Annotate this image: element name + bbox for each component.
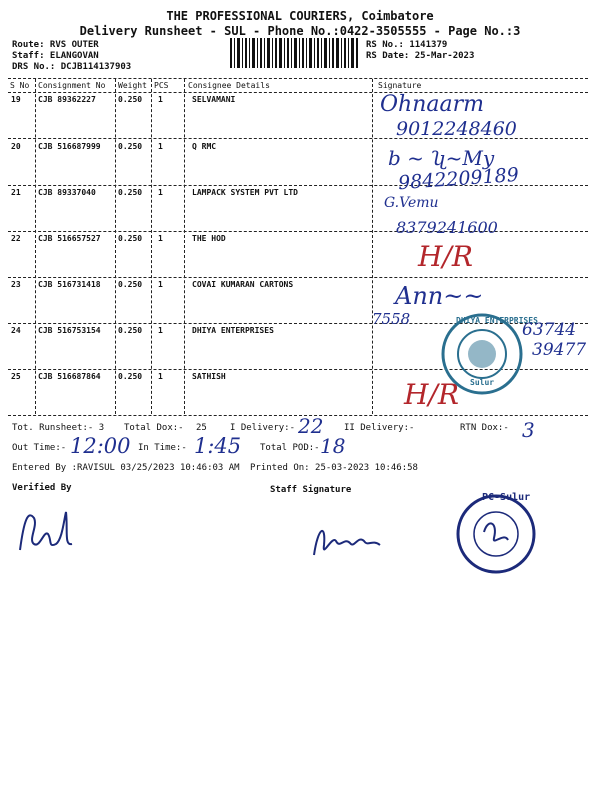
out-time-label: Out Time:- (12, 443, 67, 453)
handwritten-number-24b: 39477 (532, 340, 587, 360)
table-cell-cno: CJB 516657527 (38, 234, 101, 243)
rtn-dox-label: RTN Dox:- (460, 423, 509, 433)
staff-signature (310, 515, 390, 565)
i-delivery-label: I Delivery:- (230, 423, 296, 433)
table-cell-consignee: Q RMC (192, 142, 217, 151)
pc-sulur-stamp-icon (454, 492, 538, 576)
table-cell-weight: 0.250 (118, 372, 143, 381)
col-divider (35, 79, 36, 414)
table-cell-pcs: 1 (158, 95, 163, 104)
in-time-value: 1:45 (194, 434, 242, 458)
table-cell-cno: CJB 516753154 (38, 326, 101, 335)
route-label: Route: RVS OUTER (12, 40, 99, 50)
table-cell-cno: CJB 516687999 (38, 142, 101, 151)
staff-signature-label: Staff Signature (270, 485, 352, 495)
table-row-separator (8, 277, 588, 278)
total-pod-label: Total POD:- (260, 443, 320, 453)
table-cell-weight: 0.250 (118, 326, 143, 335)
handwritten-phone-23: 7558 (372, 310, 411, 328)
pc-sulur-stamp-text: PC-Sulur (482, 492, 531, 503)
handwritten-mark-22: H/R (418, 240, 473, 273)
table-cell-sno: 19 (11, 95, 21, 104)
col-divider (184, 79, 185, 414)
verified-by-label: Verified By (12, 483, 72, 493)
entered-by: Entered By :RAVISUL 03/25/2023 10:46:03 AM (12, 463, 240, 473)
table-cell-pcs: 1 (158, 142, 163, 151)
table-cell-weight: 0.250 (118, 142, 143, 151)
verified-signature (14, 500, 84, 560)
col-pcs: PCS (154, 81, 169, 90)
dhiya-stamp-text: DHIYA ENTERPRISES (456, 316, 538, 325)
table-cell-consignee: DHIYA ENTERPRISES (192, 326, 274, 335)
table-cell-consignee: SATHISH (192, 372, 226, 381)
handwritten-number-24a: 63744 (522, 320, 577, 340)
table-header-rule (8, 92, 588, 93)
signature-scribble-20: b ~ ʯ~My (388, 146, 495, 170)
col-sno: S No (10, 81, 30, 90)
handwritten-phone-20: 9842209189 (397, 163, 520, 195)
col-consignment: Consignment No (38, 81, 106, 90)
ii-delivery-label: II Delivery:- (344, 423, 415, 433)
table-cell-sno: 24 (11, 326, 21, 335)
table-cell-sno: 25 (11, 372, 21, 381)
signature-scribble-19: Ohnaarm (380, 92, 484, 117)
col-consignee: Consignee Details (188, 81, 270, 90)
table-cell-cno: CJB 89362227 (38, 95, 96, 104)
signature-scribble-23: Ann~~ (395, 282, 484, 310)
barcode-graphic (230, 38, 360, 68)
printed-on: Printed On: 25-03-2023 10:46:58 (250, 463, 418, 473)
table-cell-weight: 0.250 (118, 188, 143, 197)
col-divider (115, 79, 116, 414)
col-signature: Signature (378, 81, 422, 90)
handwritten-phone-19: 9012248460 (396, 118, 517, 140)
total-dox-value: 25 (196, 423, 207, 433)
col-divider (151, 79, 152, 414)
in-time-label: In Time:- (138, 443, 187, 453)
dhiya-stamp-sulur: Sulur (470, 378, 495, 387)
table-cell-pcs: 1 (158, 234, 163, 243)
runsheet-subtitle: Delivery Runsheet - SUL - Phone No.:0422-3505555 - Page No.:3 (79, 24, 521, 38)
rs-number: RS No.: 1141379 (366, 40, 448, 50)
verified-signature-icon (14, 500, 84, 560)
table-cell-weight: 0.250 (118, 280, 143, 289)
col-divider (372, 79, 373, 414)
rs-date: RS Date: 25-Mar-2023 (366, 51, 475, 61)
i-delivery-value: 22 (298, 414, 324, 438)
handwritten-mark-25: H/R (404, 378, 459, 411)
handwritten-phone-21: 8379241600 (396, 218, 498, 237)
table-top-rule (8, 78, 588, 79)
table-cell-sno: 20 (11, 142, 21, 151)
table-cell-pcs: 1 (158, 372, 163, 381)
rtn-dox-value: 3 (522, 418, 535, 442)
table-cell-consignee: SELVAMANI (192, 95, 236, 104)
table-cell-weight: 0.250 (118, 234, 143, 243)
table-cell-cno: CJB 89337040 (38, 188, 96, 197)
table-cell-consignee: COVAI KUMARAN CARTONS (192, 280, 294, 289)
out-time-value: 12:00 (70, 434, 131, 458)
total-pod-value: 18 (320, 434, 346, 458)
table-cell-cno: CJB 516687864 (38, 372, 101, 381)
table-cell-weight: 0.250 (118, 95, 143, 104)
staff-label: Staff: ELANGOVAN (12, 51, 99, 61)
pc-sulur-stamp (454, 492, 538, 576)
company-title: THE PROFESSIONAL COURIERS, Coimbatore (166, 9, 434, 23)
tot-runsheet: Tot. Runsheet:- 3 (12, 423, 105, 433)
table-cell-consignee: LAMPACK SYSTEM PVT LTD (192, 188, 298, 197)
barcode (230, 38, 360, 68)
staff-signature-icon (310, 515, 390, 565)
table-cell-sno: 22 (11, 234, 21, 243)
table-row-separator (8, 231, 588, 232)
table-cell-cno: CJB 516731418 (38, 280, 101, 289)
table-cell-consignee: THE HOD (192, 234, 226, 243)
table-cell-pcs: 1 (158, 188, 163, 197)
table-cell-pcs: 1 (158, 280, 163, 289)
signature-scribble-21: G.Vemu (384, 195, 439, 211)
total-dox-label: Total Dox:- (124, 423, 184, 433)
col-weight: Weight (118, 81, 147, 90)
table-cell-sno: 23 (11, 280, 21, 289)
table-cell-sno: 21 (11, 188, 21, 197)
table-cell-pcs: 1 (158, 326, 163, 335)
drs-number: DRS No.: DCJB114137903 (12, 62, 132, 72)
